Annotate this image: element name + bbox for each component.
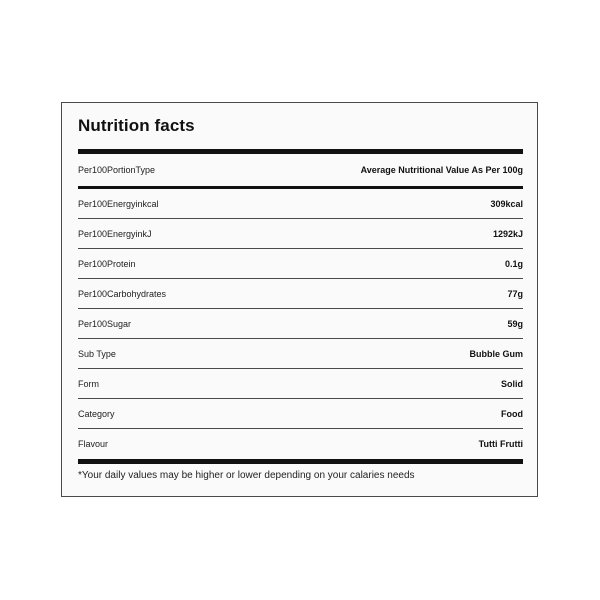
table-row [78, 189, 523, 219]
table-row [78, 339, 523, 369]
nutrition-facts-title: Nutrition facts [78, 116, 195, 135]
row-label: Per100EnergyinkJ [78, 228, 152, 239]
row-value: 1292kJ [492, 228, 523, 239]
row-value: 77g [507, 288, 523, 299]
row-value: Bubble Gum [469, 348, 523, 359]
row-label: Per100Energyinkcal [78, 198, 159, 209]
header-label: Per100PortionType [78, 165, 156, 175]
row-label: Form [78, 378, 99, 389]
row-value: Tutti Frutti [478, 439, 523, 449]
daily-values-footnote: *Your daily values may be higher or lower depending on your calaries needs [78, 470, 415, 481]
table-row [78, 279, 523, 309]
nutrition-table [78, 149, 523, 481]
table-row [78, 369, 523, 399]
row-value: Food [501, 408, 523, 419]
row-label: Per100Carbohydrates [78, 288, 167, 299]
nutrition-facts-panel [61, 102, 538, 497]
table-row [78, 309, 523, 339]
row-value: 0.1g [504, 258, 523, 269]
table-row [78, 429, 523, 459]
table-row [78, 219, 523, 249]
row-label: Per100Protein [78, 258, 136, 269]
row-value: Solid [501, 378, 523, 389]
table-row [78, 399, 523, 429]
header-value: Average Nutritional Value As Per 100g [360, 165, 523, 175]
row-label: Per100Sugar [78, 318, 132, 329]
row-value: 59g [507, 318, 523, 329]
row-label: Sub Type [78, 348, 116, 359]
table-header-row [78, 154, 523, 186]
table-row [78, 249, 523, 279]
row-value: 309kcal [490, 198, 523, 209]
row-label: Flavour [78, 439, 109, 449]
row-label: Category [78, 408, 115, 419]
